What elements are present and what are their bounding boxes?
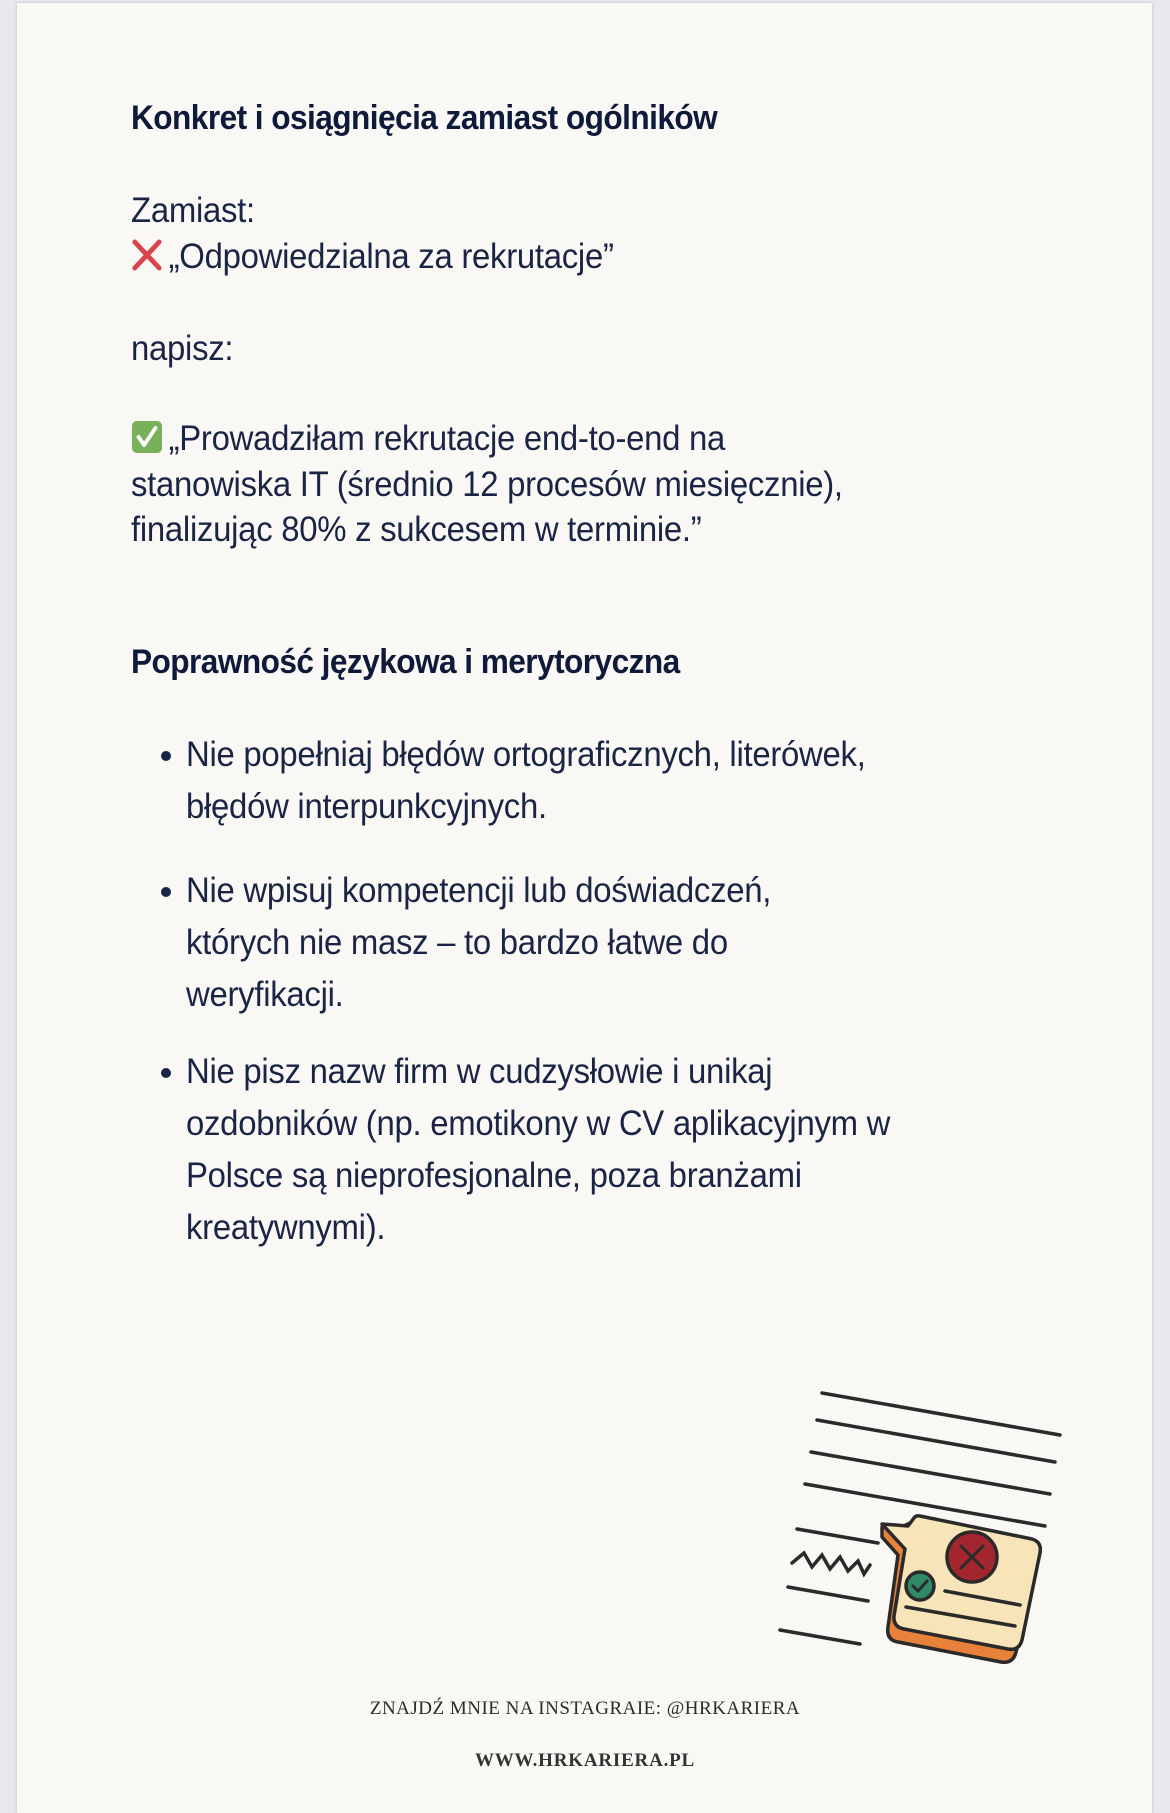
bad-example-line [131, 237, 614, 277]
bad-example-text: „Odpowiedzialna za rekrutacje” [168, 237, 614, 276]
bullet-line: których nie masz – to bardzo łatwe do [186, 923, 728, 962]
bullet-line: weryfikacji. [186, 975, 344, 1014]
instead-label: Zamiast: [131, 191, 255, 230]
document-review-speech-bubble-icon [770, 1377, 1070, 1677]
bullet-line: ozdobników (np. emotikony w CV aplikacyjnym w [186, 1104, 891, 1143]
section-heading-specifics: Konkret i osiągnięcia zamiast ogólników [131, 99, 718, 137]
good-example-line-2: stanowiska IT (średnio 12 procesów miesięcznie), [131, 465, 843, 504]
good-example-text-1: „Prowadziłam rekrutacje end-to-end na [168, 419, 726, 458]
bullet-line: Nie popełniaj błędów ortograficznych, literówek, [186, 735, 866, 774]
bullet-text [186, 1046, 890, 1254]
bullet-line: Nie pisz nazw firm w cudzysłowie i unikaj [186, 1052, 773, 1091]
bullet-dot-icon [161, 751, 171, 761]
write-label: napisz: [131, 329, 234, 368]
bullet-text [186, 729, 866, 833]
bullet-line: błędów interpunkcyjnych. [186, 787, 547, 826]
bullet-text [186, 865, 771, 1021]
footer-instagram-handle: ZNAJDŹ MNIE NA INSTAGRAIE: @HRKARIERA [369, 1698, 801, 1719]
bullet-line: Nie wpisuj kompetencji lub doświadczeń, [186, 871, 772, 910]
bullet-dot-icon [161, 887, 171, 897]
footer-website-link[interactable]: WWW.HRKARIERA.PL [474, 1750, 696, 1771]
bullet-line: Polsce są nieprofesjonalne, poza branżami [186, 1156, 802, 1195]
bullet-dot-icon [161, 1068, 171, 1078]
good-example-line-3: finalizując 80% z sukcesem w terminie.” [131, 510, 702, 549]
cross-mark-icon [131, 238, 163, 272]
check-mark-button-icon [131, 420, 163, 454]
bullet-line: kreatywnymi). [186, 1208, 386, 1247]
good-example-line-1 [131, 419, 725, 459]
section-heading-correctness: Poprawność językowa i merytoryczna [131, 643, 680, 681]
